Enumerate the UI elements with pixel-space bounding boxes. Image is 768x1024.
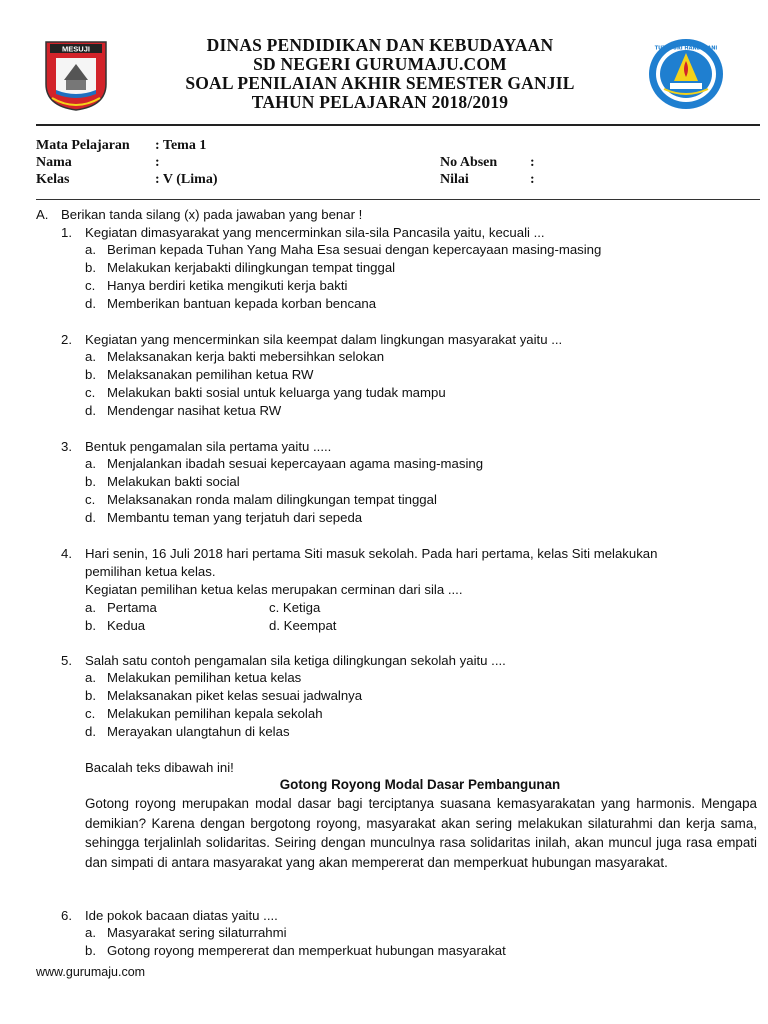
q6-option-a: Masyarakat sering silaturrahmi — [107, 925, 287, 940]
header-line-4: TAHUN PELAJARAN 2018/2019 — [251, 92, 509, 112]
logo-right-text: TUT WURI HANDAYANI — [654, 45, 718, 52]
q1-option-c: Hanya berdiri ketika mengikuti kerja bakti — [107, 278, 348, 293]
q1-option-b: Melakukan kerjabakti dilingkungan tempat tinggal — [107, 260, 396, 275]
q2-number: 2. — [61, 332, 72, 347]
reading-body: Gotong royong merupakan modal dasar bagi terciptanya suasana kemasyarakatan yang harmonis. Mengapa demikian? Karena dengan bergotong royong, masyarakat akan sering melakukan silaturahmi dan kerja sama, sehingga terjalinlah solidaritas. Seiring dengan munculnya rasa solidaritas inilah, akan muncul juga rasa empati dan simpati di antara masyarakat yang akan mempererat dan memperkuat hubungan masyarakat. — [85, 796, 757, 870]
q5-option-letter: d. — [85, 724, 96, 739]
section-instruction: Berikan tanda silang (x) pada jawaban yang benar ! — [61, 207, 363, 222]
reading-title: Gotong Royong Modal Dasar Pembangunan — [279, 777, 561, 792]
kelas-value: : V (Lima) — [155, 172, 218, 187]
q3-number: 3. — [61, 439, 72, 454]
q3-option-letter: c. — [85, 492, 96, 507]
q6-option-b: Gotong royong mempererat dan memperkuat hubungan masyarakat — [107, 943, 506, 958]
q2-option-letter: a. — [85, 349, 96, 364]
q4-option-a: Pertama — [107, 600, 157, 615]
header-divider — [36, 124, 760, 126]
q4-option-c: c. Ketiga — [269, 600, 321, 615]
q2-option-c: Melakukan bakti sosial untuk keluarga yang tudak mampu — [107, 385, 446, 400]
q3-option-b: Melakukan bakti social — [107, 474, 240, 489]
q4-option-letter: b. — [85, 618, 96, 633]
nilai-value: : — [530, 172, 535, 187]
q1-option-d: Memberikan bantuan kepada korban bencana — [107, 296, 377, 311]
q2-option-b: Melaksanakan pemilihan ketua RW — [107, 367, 314, 382]
tut-wuri-handayani-logo — [646, 37, 726, 111]
q1-option-a: Beriman kepada Tuhan Yang Maha Esa sesuai dengan kepercayaan masing-masing — [107, 242, 602, 257]
q5-text: Salah satu contoh pengamalan sila ketiga dilingkungan sekolah yaitu .... — [85, 653, 506, 668]
q2-option-letter: b. — [85, 367, 96, 382]
q4-option-letter: a. — [85, 600, 96, 615]
q5-option-b: Melaksanakan piket kelas sesuai jadwalnya — [107, 688, 363, 703]
q2-option-a: Melaksanakan kerja bakti mebersihkan selokan — [107, 349, 385, 364]
mesuji-logo — [42, 40, 110, 112]
header-line-1: DINAS PENDIDIKAN DAN KEBUDAYAAN — [206, 35, 554, 55]
q1-number: 1. — [61, 225, 72, 240]
q6-number: 6. — [61, 908, 72, 923]
q5-option-d: Merayakan ulangtahun di kelas — [107, 724, 290, 739]
q4-option-b: Kedua — [107, 618, 146, 633]
q3-option-d: Membantu teman yang terjatuh dari sepeda — [107, 510, 363, 525]
q5-option-a: Melakukan pemilihan ketua kelas — [107, 670, 302, 685]
section-letter: A. — [36, 207, 49, 222]
header-line-2: SD NEGERI GURUMAJU.COM — [253, 54, 507, 74]
q5-option-c: Melakukan pemilihan kepala sekolah — [107, 706, 323, 721]
kelas-label: Kelas — [36, 172, 70, 187]
mapel-label: Mata Pelajaran — [36, 138, 130, 153]
q3-text: Bentuk pengamalan sila pertama yaitu ..... — [85, 439, 332, 454]
q1-option-letter: b. — [85, 260, 96, 275]
q1-option-letter: d. — [85, 296, 96, 311]
q1-option-letter: a. — [85, 242, 96, 257]
footer-url[interactable]: www.gurumaju.com — [36, 965, 146, 979]
q1-text: Kegiatan dimasyarakat yang mencerminkan sila-sila Pancasila yaitu, kecuali ... — [85, 225, 545, 240]
q2-option-d: Mendengar nasihat ketua RW — [107, 403, 282, 418]
nama-value: : — [155, 155, 160, 170]
q5-option-letter: c. — [85, 706, 96, 721]
q3-option-letter: a. — [85, 456, 96, 471]
q4-line-3: Kegiatan pemilihan ketua kelas merupakan cerminan dari sila .... — [85, 582, 463, 597]
q3-option-c: Melaksanakan ronda malam dilingkungan tempat tinggal — [107, 492, 437, 507]
absen-label: No Absen — [440, 155, 498, 170]
q4-line-2: pemilihan ketua kelas. — [85, 564, 216, 579]
nama-label: Nama — [36, 155, 72, 170]
q4-number: 4. — [61, 546, 72, 561]
info-divider — [36, 199, 760, 200]
q2-option-letter: c. — [85, 385, 96, 400]
q2-text: Kegiatan yang mencerminkan sila keempat dalam lingkungan masyarakat yaitu ... — [85, 332, 563, 347]
header-line-3: SOAL PENILAIAN AKHIR SEMESTER GANJIL — [185, 73, 575, 93]
q6-option-letter: a. — [85, 925, 96, 940]
q3-option-letter: b. — [85, 474, 96, 489]
document-header — [120, 36, 640, 112]
absen-value: : — [530, 155, 535, 170]
q4-option-d: d. Keempat — [269, 618, 337, 633]
q5-option-letter: b. — [85, 688, 96, 703]
q1-option-letter: c. — [85, 278, 96, 293]
q6-text: Ide pokok bacaan diatas yaitu .... — [85, 908, 278, 923]
q6-option-letter: b. — [85, 943, 96, 958]
reading-intro: Bacalah teks dibawah ini! — [85, 760, 234, 775]
q5-option-letter: a. — [85, 670, 96, 685]
q2-option-letter: d. — [85, 403, 96, 418]
mapel-value: : Tema 1 — [155, 138, 207, 153]
nilai-label: Nilai — [440, 172, 469, 187]
q3-option-letter: d. — [85, 510, 96, 525]
q4-line-1: Hari senin, 16 Juli 2018 hari pertama Siti masuk sekolah. Pada hari pertama, kelas Siti melakukan — [85, 546, 658, 561]
q3-option-a: Menjalankan ibadah sesuai kepercayaan agama masing-masing — [107, 456, 484, 471]
q5-number: 5. — [61, 653, 72, 668]
logo-left-text: MESUJI — [62, 44, 90, 54]
